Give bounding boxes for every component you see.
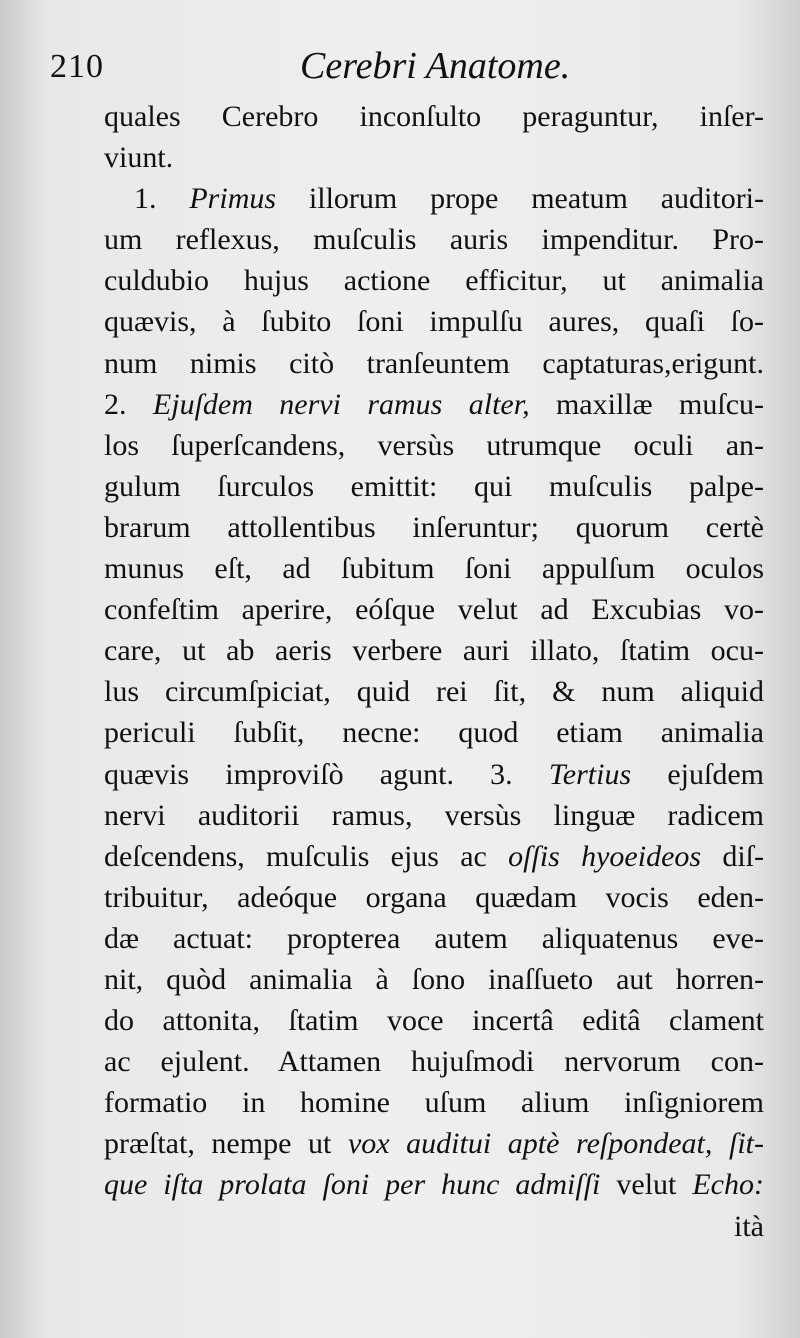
text-run: gulum ſurculos emittit: qui muſculis palpe-	[104, 469, 764, 503]
text-run: quævis, à ſubito ſoni impulſu aures, quaſi ſo-	[104, 305, 764, 339]
text-line	[104, 1000, 764, 1041]
text-run: nervi auditorii ramus, versùs linguæ radicem	[104, 798, 764, 832]
text-run: præſtat, nempe ut	[104, 1127, 348, 1161]
text-line	[104, 1041, 764, 1082]
text-line	[104, 466, 764, 507]
text-run: periculi ſubſit, necne: quod etiam animalia	[104, 716, 764, 750]
text-run: los ſuperſcandens, versùs utrumque oculi an-	[104, 428, 764, 462]
text-run: 2.	[104, 387, 153, 421]
text-line	[104, 671, 764, 712]
text-line	[104, 918, 764, 959]
text-run: brarum attollentibus inſeruntur; quorum certè	[104, 510, 764, 544]
text-run: illorum prope meatum auditori-	[276, 182, 765, 216]
page-header	[50, 40, 750, 90]
text-line	[104, 384, 764, 425]
text-run: num nimis citò tranſeuntem captaturas,erigunt.	[104, 346, 764, 380]
text-run: care, ut ab aeris verbere auri illato, ſtatim ocu-	[104, 634, 764, 668]
text-run: tribuitur, adeóque organa quædam vocis eden-	[104, 880, 764, 914]
text-line	[104, 877, 764, 918]
text-run: ac ejulent. Attamen hujuſmodi nervorum con-	[104, 1045, 764, 1079]
italic-text: Ejuſdem nervi ramus alter,	[152, 387, 530, 421]
text-line	[104, 795, 764, 836]
text-run: do attonita, ſtatim voce incertâ editâ clament	[104, 1004, 764, 1038]
text-line	[104, 712, 764, 753]
text-run: confeſtim aperire, eóſque velut ad Excubias vo-	[104, 593, 764, 627]
text-line	[104, 178, 764, 219]
italic-text: Tertius	[548, 757, 632, 791]
text-line	[104, 301, 764, 342]
text-line	[104, 589, 764, 630]
text-line	[104, 1206, 764, 1247]
page-number: 210	[50, 48, 104, 85]
text-run: velut	[600, 1168, 693, 1202]
text-line	[104, 343, 764, 384]
text-line	[104, 1082, 764, 1123]
text-line	[104, 1123, 764, 1164]
text-run: nit, quòd animalia à ſono inaſſueto aut horren-	[104, 962, 764, 996]
text-line	[104, 137, 764, 178]
text-run: formatio in homine uſum alium inſigniorem	[104, 1086, 764, 1120]
text-line	[104, 959, 764, 1000]
italic-text: Primus	[189, 182, 277, 216]
text-line	[104, 260, 764, 301]
text-run: munus eſt, ad ſubitum ſoni appulſum oculos	[104, 552, 764, 586]
text-line	[104, 1164, 764, 1205]
text-line	[104, 219, 764, 260]
text-line	[104, 96, 764, 137]
body-text	[104, 96, 764, 1247]
text-run: um reflexus, muſculis auris impenditur. Pro-	[104, 223, 764, 257]
text-run: diſ-	[701, 839, 765, 873]
text-run: quævis improviſò agunt. 3.	[104, 757, 549, 791]
text-run: culdubio hujus actione efficitur, ut animalia	[104, 264, 764, 298]
text-line	[104, 630, 764, 671]
running-title: Cerebri Anatome.	[300, 45, 571, 87]
text-run: lus circumſpiciat, quid rei ſit, & num aliquid	[104, 675, 764, 709]
text-run: quales Cerebro inconſulto peraguntur, inſer-	[104, 100, 764, 133]
text-run: 1.	[134, 182, 190, 216]
italic-text: oſſis hyoeideos	[508, 839, 702, 873]
italic-text: vox auditui aptè reſpondeat, ſit-	[347, 1127, 764, 1161]
italic-text: Echo:	[692, 1168, 764, 1202]
text-line	[104, 548, 764, 589]
text-run: deſcendens, muſculis ejus ac	[104, 839, 509, 873]
text-run: viunt.	[104, 141, 174, 175]
text-line	[104, 836, 764, 877]
text-run: maxillæ muſcu-	[529, 387, 765, 421]
text-line	[104, 507, 764, 548]
text-run: ità	[734, 1209, 764, 1243]
text-line	[104, 754, 764, 795]
text-run: ejuſdem	[631, 757, 764, 791]
text-run: dæ actuat: propterea autem aliquatenus eve-	[104, 921, 764, 955]
italic-text: que iſta prolata ſoni per hunc admiſſi	[104, 1168, 601, 1202]
text-line	[104, 425, 764, 466]
